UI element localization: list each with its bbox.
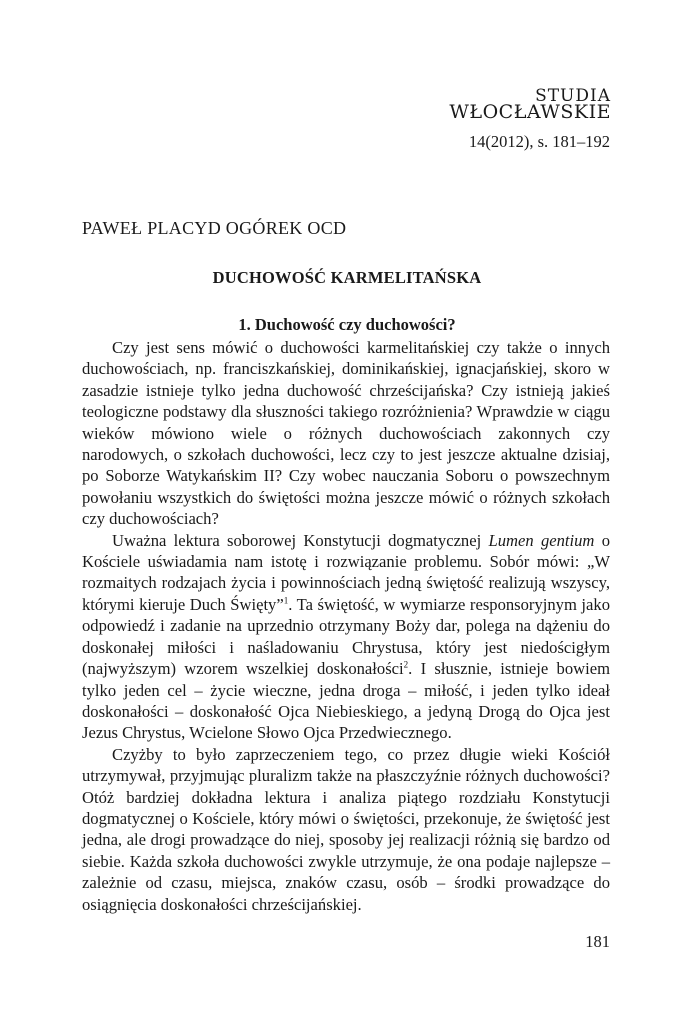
- footnote-ref-1[interactable]: 1: [283, 595, 289, 606]
- paragraph-2-part4: . I słusznie, istnieje bowiem tylko jeden cel – życie wieczne, jedna droga – miłość, i jeden tylko ideał doskonałości – doskonałość Ojca Niebieskiego, a jedyną Drogą do Ojca jest Jezus Chrystus, Wcielone Słowo Ojca Przedwiecznego.: [82, 659, 610, 743]
- article-body: [82, 337, 610, 915]
- issue-info: 14(2012), s. 181–192: [468, 132, 610, 151]
- author-name: PAWEŁ PLACYD OGÓREK OCD: [82, 218, 347, 238]
- page-number: 181: [585, 932, 610, 951]
- paragraph-2-part3: . Ta świętość, w wymiarze responsoryjnym jako odpowiedź i zadanie na uprzednio otrzymany Boży dar, polega na dążeniu do doskonałej miłości i naśladowaniu Chrystusa, który jest niedościgłym (najwyższym) wzorem wszelkiej doskonałości: [82, 594, 610, 679]
- journal-logo: [449, 88, 611, 122]
- section-heading: 1. Duchowość czy duchowości?: [238, 315, 456, 334]
- paragraph-1: Czy jest sens mówić o duchowości karmelitańskiej czy także o innych duchowościach, np. franciszkańskiej, dominikańskiej, ignacjańskiej, skoro w zasadzie istnieje tylko jedna duchowość chrześcijańska? Czy istnieją jakieś teologiczne podstawy dla słuszności takiego rozróżnienia? Wprawdzie w ciągu wieków mówiono wiele o różnych duchowościach zakonnych czy narodowych, o szkołach duchowości, lecz czy to jest jeszcze aktualne dzisiaj, po Soborze Watykańskim II? Czy wobec nauczania Soboru o powszechnym powołaniu wszystkich do świętości można jeszcze mówić o różnych szkołach czy duchowościach?: [82, 338, 610, 529]
- paragraph-2: [82, 530, 610, 744]
- journal-logo-line1: STUDIA: [535, 86, 611, 106]
- paragraph-3: Czyżby to było zaprzeczeniem tego, co przez długie wieki Kościół utrzymywał, przyjmując pluralizm także na płaszczyźnie różnych duchowości? Otóż bardziej dokładna lektura i analiza piątego rozdziału Konstytucji dogmatycznej o Kościele, który mówi o świętości, przekonuje, że świętość jest jedna, ale drogi prowadzące do niej, sposoby jej realizacji różnią się bardzo od siebie. Każda szkoła duchowości zwykle utrzymuje, że ona podaje najlepsze – zależnie od czasu, miejsca, znaków czasu, osób – środki prowadzące do osiągnięcia doskonałości chrześcijańskiej.: [82, 744, 610, 914]
- paragraph-2-part1: Uważna lektura soborowej Konstytucji dogmatycznej: [112, 530, 489, 550]
- journal-logo-line2: WŁOCŁAWSKIE: [449, 101, 611, 123]
- document-title-italic: Lumen gentium: [488, 530, 595, 550]
- footnote-ref-2[interactable]: 2: [403, 659, 409, 670]
- paragraph-2-part2: o Kościele uświadamia nam istotę i rozwiązanie problemu. Sobór mówi: „W rozmaitych rodzajach życia i powinnościach jedną świętość realizują wszyscy, którymi kieruje Duch Święty”: [82, 530, 611, 614]
- article-title: DUCHOWOŚĆ KARMELITAŃSKA: [212, 268, 482, 287]
